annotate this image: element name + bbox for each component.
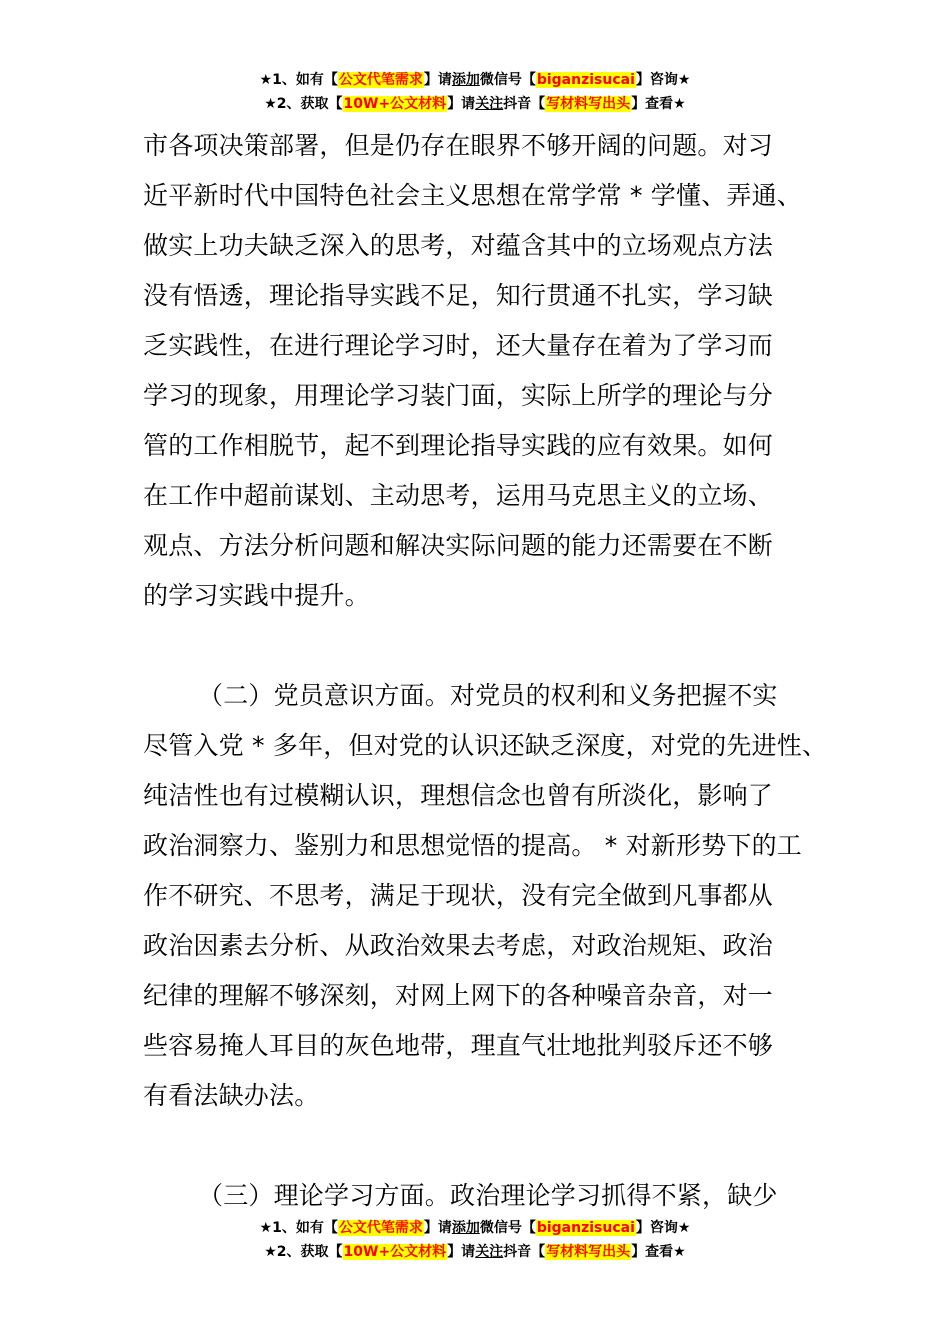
text-line: 政治洞察力、鉴别力和思想觉悟的提高。 * 对新形势下的工 <box>143 831 802 860</box>
banner-line-1: ★1、如有【公文代笔需求】请添加微信号【biganzisucai】咨询★ <box>259 1220 691 1236</box>
highlight-douyin: 写材料写出头 <box>546 96 631 112</box>
banner-line-2: ★2、获取【10W+公文材料】请关注抖音【写材料写出头】查看★ <box>264 96 686 112</box>
text-line: 政治因素去分析、从政治效果去考虑，对政治规矩、政治 <box>143 931 774 960</box>
paragraph-2 <box>143 671 828 1121</box>
section-heading-line: （三）理论学习方面。政治理论学习抓得不紧，缺少 <box>198 1181 778 1210</box>
text-line: 的学习实践中提升。 <box>143 581 370 610</box>
banner-line-1: ★1、如有【公文代笔需求】请添加微信号【biganzisucai】咨询★ <box>259 72 691 88</box>
text-line: 作不研究、不思考，满足于现状，没有完全做到凡事都从 <box>143 881 774 910</box>
text-line: 纪律的理解不够深刻，对网上网下的各种噪音杂音，对一 <box>143 981 774 1010</box>
text-line: 在工作中超前谋划、主动思考，运用马克思主义的立场、 <box>143 481 774 510</box>
text-line: 纯洁性也有过模糊认识，理想信念也曾有所淡化，影响了 <box>143 781 774 810</box>
paragraph-gap <box>143 621 813 671</box>
highlight-wechat-id: biganzisucai <box>536 1220 635 1236</box>
highlight-materials: 10W+公文材料 <box>343 96 447 112</box>
text-line: 些容易掩人耳目的灰色地带，理直气壮地批判驳斥还不够 <box>143 1031 774 1060</box>
top-banner <box>0 68 950 116</box>
highlight-service: 公文代笔需求 <box>338 72 423 88</box>
highlight-douyin: 写材料写出头 <box>546 1244 631 1260</box>
highlight-wechat-id: biganzisucai <box>536 72 635 88</box>
document-body <box>143 121 828 1221</box>
text-line: 乏实践性，在进行理论学习时，还大量存在着为了学习而 <box>143 331 774 360</box>
bottom-banner <box>0 1216 950 1264</box>
section-heading-line: （二）党员意识方面。对党员的权利和义务把握不实 <box>198 681 778 710</box>
paragraph-1 <box>143 121 813 621</box>
text-line: 做实上功夫缺乏深入的思考，对蕴含其中的立场观点方法 <box>143 231 774 260</box>
highlight-service: 公文代笔需求 <box>338 1220 423 1236</box>
text-line: 观点、方法分析问题和解决实际问题的能力还需要在不断 <box>143 531 774 560</box>
text-line: 管的工作相脱节，起不到理论指导实践的应有效果。如何 <box>143 431 774 460</box>
banner-line-2: ★2、获取【10W+公文材料】请关注抖音【写材料写出头】查看★ <box>264 1244 686 1260</box>
paragraph-gap <box>143 1121 813 1171</box>
text-line: 学习的现象，用理论学习装门面，实际上所学的理论与分 <box>143 381 774 410</box>
paragraph-3 <box>143 1171 813 1221</box>
text-line: 有看法缺办法。 <box>143 1081 320 1110</box>
text-line: 近平新时代中国特色社会主义思想在常学常 * 学懂、弄通、 <box>143 181 802 210</box>
text-line: 尽管入党 * 多年，但对党的认识还缺乏深度，对党的先进性、 <box>143 731 828 760</box>
highlight-materials: 10W+公文材料 <box>343 1244 447 1260</box>
text-line: 没有悟透，理论指导实践不足，知行贯通不扎实，学习缺 <box>143 281 774 310</box>
text-line: 市各项决策部署，但是仍存在眼界不够开阔的问题。对习 <box>143 131 774 160</box>
